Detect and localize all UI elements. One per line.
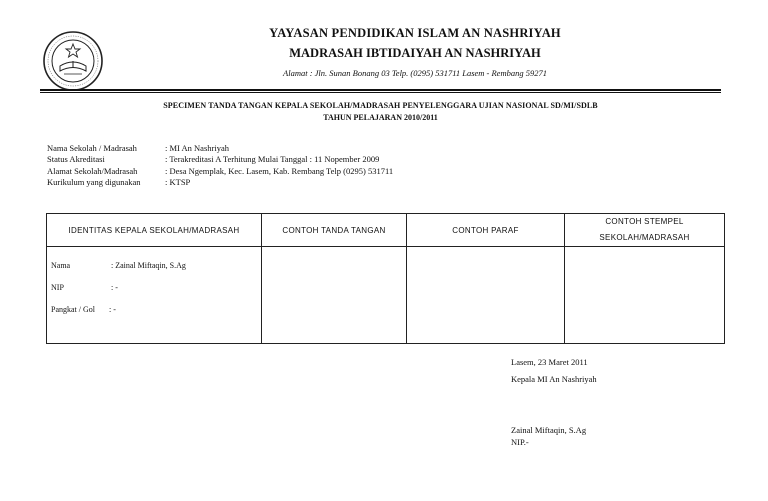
specimen-table	[46, 213, 725, 344]
col-header-initial: CONTOH PARAF	[407, 214, 565, 247]
header-divider	[40, 89, 721, 91]
signature-role: Kepala MI An Nashriyah	[511, 374, 597, 384]
identity-value: : -	[111, 283, 118, 292]
signature-cell	[262, 247, 407, 344]
col-header-stamp: CONTOH STEMPEL SEKOLAH/MADRASAH	[565, 214, 725, 247]
school-address: Alamat : Jln. Sunan Bonang 03 Telp. (0295) 531711 Lasem - Rembang 59271	[283, 68, 547, 78]
school-seal-emblem-icon	[42, 30, 104, 92]
col-header-identity: IDENTITAS KEPALA SEKOLAH/MADRASAH	[47, 214, 262, 247]
identity-label: Pangkat / Gol	[51, 305, 95, 314]
info-value: : MI An Nashriyah	[165, 143, 229, 153]
foundation-name: YAYASAN PENDIDIKAN ISLAM AN NASHRIYAH	[269, 26, 561, 40]
info-label: Alamat Sekolah/Madrasah	[47, 165, 138, 176]
identity-label: NIP	[51, 283, 64, 292]
info-label: Kurikulum yang digunakan	[47, 176, 141, 187]
document-title: SPECIMEN TANDA TANGAN KEPALA SEKOLAH/MADRASAH PENYELENGGARA UJIAN NASIONAL SD/MI/SDLB	[163, 101, 598, 110]
info-value: : Desa Ngemplak, Kec. Lasem, Kab. Rembang Telp (0295) 531711	[165, 165, 394, 176]
identity-row	[47, 261, 261, 283]
info-label: Status Akreditasi	[47, 154, 105, 165]
table-row	[47, 247, 725, 344]
header-divider-thin	[40, 92, 721, 93]
info-value: : KTSP	[165, 176, 191, 187]
identity-row	[47, 283, 261, 305]
signature-nip: NIP.-	[511, 437, 529, 447]
document-subtitle: TAHUN PELAJARAN 2010/2011	[323, 113, 438, 122]
identity-value: : -	[109, 305, 116, 314]
school-name: MADRASAH IBTIDAIYAH AN NASHRIYAH	[289, 46, 541, 60]
identity-cell	[47, 247, 262, 344]
table-header-row	[47, 214, 725, 247]
initial-cell	[407, 247, 565, 344]
info-value: : Terakreditasi A Terhitung Mulai Tanggal : 11 Nopember 2009	[165, 154, 380, 165]
signature-name: Zainal Miftaqin, S.Ag	[511, 425, 587, 435]
identity-label: Nama	[51, 261, 71, 270]
identity-value: : Zainal Miftaqin, S.Ag	[111, 261, 186, 270]
info-label: Nama Sekolah / Madrasah	[47, 143, 137, 153]
identity-row	[47, 305, 261, 327]
stamp-cell	[565, 247, 725, 344]
signature-place-date: Lasem, 23 Maret 2011	[511, 357, 588, 367]
col-header-signature: CONTOH TANDA TANGAN	[262, 214, 407, 247]
